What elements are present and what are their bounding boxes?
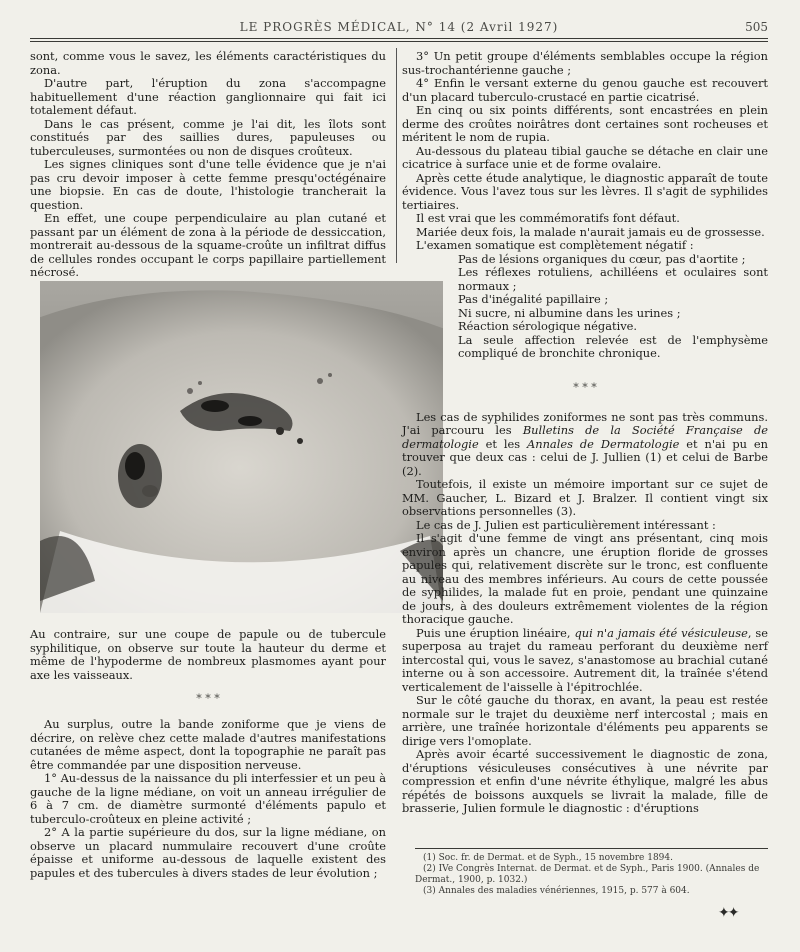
paragraph: Les signes cliniques sont d'une telle évidence que je n'ai pas cru devoir imposer à cette femme presqu'octégénaire une biopsie. En cas de doute, l'histologie trancherait la question.: [30, 157, 386, 212]
page-number: 505: [745, 20, 768, 34]
paragraph: Toutefois, il existe un mémoire important sur ce sujet de MM. Gaucher, L. Bizard et J. Bralzer. Il contient vingt six observations personnelles (3).: [402, 477, 768, 518]
paragraph: En cinq ou six points différents, sont encastrées en plein derme des croûtes noirâtres dont certaines sont rocheuses et méritent le nom de rupia.: [402, 103, 768, 144]
end-ornament: ✦✦: [718, 905, 738, 921]
clinical-photograph: [40, 281, 443, 613]
left-column-bottom: [30, 628, 386, 880]
patient-back-photo: [40, 281, 443, 613]
section-separator: * * *: [196, 692, 220, 705]
paragraph: D'autre part, l'éruption du zona s'accompagne habituellement d'une réaction ganglionnaire qui fait ici totalement défaut.: [30, 76, 386, 117]
footnotes: [415, 853, 770, 897]
paragraph: Au contraire, sur une coupe de papule ou de tubercule syphilitique, on observe sur toute la hauteur du derme et même de l'hypoderme de nombreux plasmomes ayant pour axe les vaisseaux.: [30, 627, 386, 682]
paragraph: Mariée deux fois, la malade n'aurait jamais eu de grossesse.: [416, 224, 765, 239]
exam-findings-list: [402, 253, 768, 361]
right-column: [402, 50, 768, 816]
header-rule: [30, 38, 768, 39]
section-separator: * * *: [573, 380, 597, 394]
footnote: (3) Annales des maladies vénériennes, 1915, p. 577 à 604.: [423, 886, 690, 896]
paragraph: 4° Enfin le versant externe du genou gauche est recouvert d'un placard tuberculo-crustacé en partie cicatrisé.: [402, 76, 768, 104]
paragraph: En effet, une coupe perpendiculaire au plan cutané et passant par un élément de zona à la période de dessiccation, montrerait au-dessous de la squame-croûte un infiltrat diffus de cellules rondes occupant le corps papillaire partiellement nécrosé.: [30, 211, 386, 279]
paragraph: 3° Un petit groupe d'éléments semblables occupe la région sus-trochantérienne gauche ;: [402, 49, 768, 77]
paragraph: Il est vrai que les commémoratifs font défaut.: [416, 211, 680, 225]
paragraph: Les cas de syphilides zoniformes ne sont pas très communs. J'ai parcouru les Bulletins de la Société Française de dermatologie et les Annales de Dermatologie et n'ai pu en trouver que deux cas : celui de J. Jullien (1) et celui de Barbe (2).: [402, 409, 769, 478]
paragraph: Puis une éruption linéaire, qui n'a jamais été vésiculeuse, se superposa au trajet du rameau perforant du deuxième nerf intercostal qui, vous le savez, s'anastomose au brachial cutané interne ou à son accessoire. Autrement dit, la traînée s'étend verticalement de l'aisselle à l'épitrochlée.: [402, 625, 768, 694]
list-item: Réaction sérologique négative.: [458, 319, 638, 333]
paragraph: sont, comme vous le savez, les éléments caractéristiques du zona.: [30, 49, 386, 77]
footnote-rule: [415, 848, 768, 849]
paragraph: Après cette étude analytique, le diagnostic apparaît de toute évidence. Vous l'avez tous sur les lèvres. Il s'agit de syphilides tertiaires.: [402, 170, 768, 212]
list-item: Pas de lésions organiques du cœur, pas d'aortite ;: [458, 251, 746, 266]
list-item: Les réflexes rotuliens, achilléens et oculaires sont normaux ;: [458, 265, 768, 293]
footnote: (2) IVe Congrès Internat. de Dermat. et de Syph., Paris 1900. (Annales de Dermat., 1900, p. 1032.): [415, 864, 760, 885]
left-column-top: [30, 50, 386, 280]
paragraph: Au-dessous du plateau tibial gauche se détache en clair une cicatrice à surface unie et de forme ovalaire.: [402, 143, 768, 171]
footnote: (1) Soc. fr. de Dermat. et de Syph., 15 novembre 1894.: [423, 853, 673, 863]
list-item: Pas d'inégalité papillaire ;: [458, 292, 609, 306]
paragraph: 2° A la partie supérieure du dos, sur la ligne médiane, on observe un placard nummulaire recouvert d'une croûte épaisse et uniforme au-dessous de laquelle existent des papules et des tubercules à divers stades de leur évolution ;: [30, 825, 386, 880]
list-item: La seule affection relevée est de l'emphysème compliqué de bronchite chronique.: [458, 332, 768, 360]
emphasis-italic: qui n'a jamais été vésiculeuse: [574, 625, 748, 640]
paragraph: Au surplus, outre la bande zoniforme que je viens de décrire, on relève chez cette malade d'autres manifestations cutanées de même aspect, dont la topographie ne paraît pas être commandée par une disposition nerveuse.: [30, 717, 386, 772]
paragraph: Dans le cas présent, comme je l'ai dit, les îlots sont constitués par des saillies dures, papuleuses ou tuberculeuses, surmontées ou non de disques croûteux.: [30, 116, 386, 158]
journal-title-italic: Bulletins de la Société Française de dermatologie: [402, 423, 769, 451]
paragraph: Après avoir écarté successivement le diagnostic de zona, d'éruptions vésiculeuses consécutives à une névrite par compression et enfin d'une névrite éthylique, malgré les abus répétés de boissons auxquels se livrait la malade, fille de brasserie, Julien formule le diagnostic : d'éruptions: [402, 747, 768, 815]
paragraph: 1° Au-dessus de la naissance du pli interfessier et un peu à gauche de la ligne médiane, on voit un anneau irrégulier de 6 à 7 cm. de diamètre surmonté d'éléments papulo et tuberculo-croûteux en pleine activité ;: [30, 771, 386, 826]
paragraph: L'examen somatique est complètement négatif :: [416, 238, 694, 252]
running-header: [30, 20, 768, 38]
list-item: Ni sucre, ni albumine dans les urines ;: [458, 305, 681, 320]
journal-title-italic: Annales de Dermatologie: [527, 436, 680, 451]
header-rule-2: [30, 41, 768, 42]
journal-title: LE PROGRÈS MÉDICAL, N° 14 (2 Avril 1927): [239, 20, 559, 34]
paragraph: Il s'agit d'une femme de vingt ans présentant, cinq mois environ après un chancre, une éruption floride de grosses papules qui, relativement discrète sur le tronc, est confluente au niveau des membres inférieurs. Au cours de cette poussée de syphilides, la malade fut en proie, pendant une quinzaine de jours, à des douleurs extrêmement violentes de la région thoracique gauche.: [402, 531, 768, 626]
paragraph: Sur le côté gauche du thorax, en avant, la peau est restée normale sur le trajet du deuxième nerf intercostal ; mais en arrière, une traînée horizontale d'éléments peu apparents se dirige vers l'omoplate.: [402, 693, 768, 748]
column-divider: [396, 48, 397, 263]
paragraph: Le cas de J. Julien est particulièrement intéressant :: [416, 517, 716, 532]
